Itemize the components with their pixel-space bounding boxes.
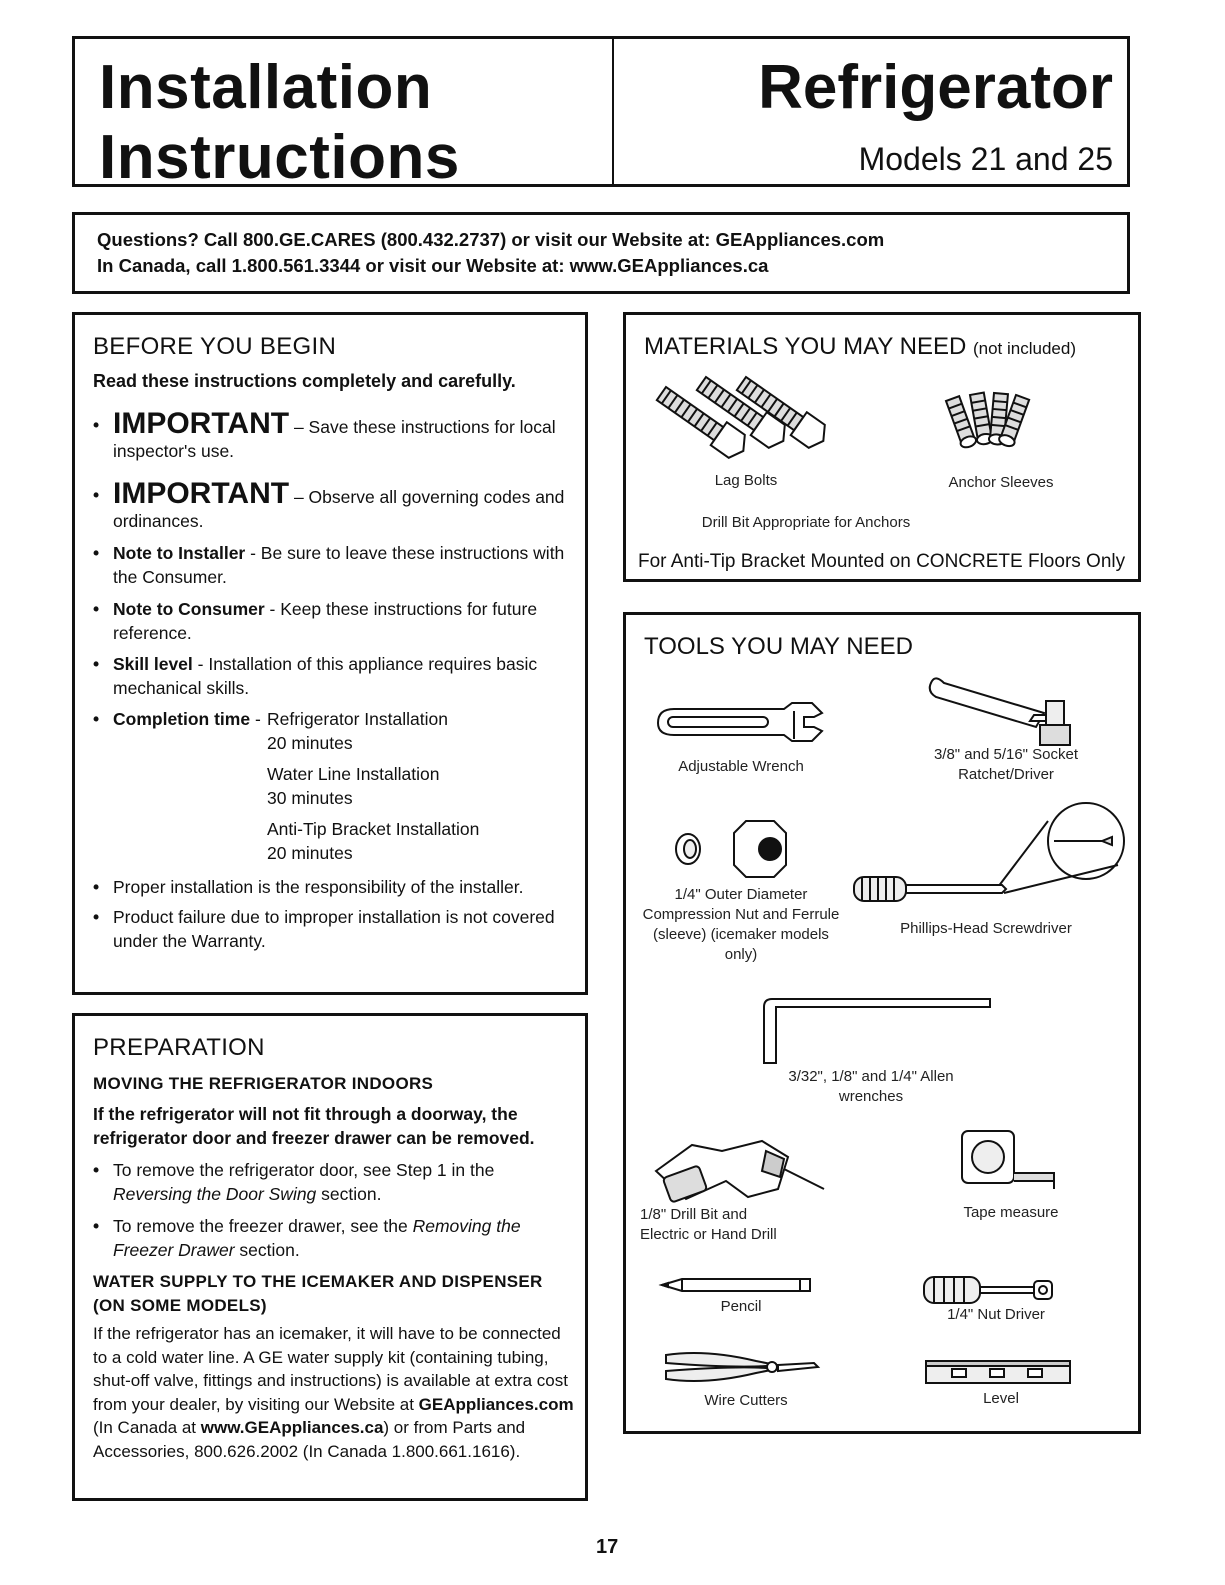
list-item-note-consumer: • Note to Consumer - Keep these instructions for future reference.: [93, 599, 538, 643]
list-item-important-2: • IMPORTANT – Observe all governing codes and ordinances.: [93, 477, 565, 531]
level-label: Level: [983, 1390, 1019, 1407]
socket-label-line1: 3/8" and 5/16" Socket: [933, 746, 1079, 763]
tape-measure-label: Tape measure: [963, 1204, 1059, 1221]
drill-label-line2: Electric or Hand Drill: [640, 1226, 777, 1243]
time-refrigerator: [267, 707, 448, 755]
wire-cutters-icon: [662, 1347, 822, 1387]
contact-us-line: Questions? Call 800.GE.CARES (800.432.2737) or visit our Website at: GEAppliances.com: [97, 229, 885, 250]
ge-canada-website-link[interactable]: www.GEAppliances.ca: [200, 1418, 384, 1437]
models-subtitle: Models 21 and 25: [858, 141, 1113, 177]
moving-intro: If the refrigerator will not fit through a doorway, the refrigerator door and freezer drawer can be removed.: [93, 1104, 535, 1148]
skill-label: Skill level: [113, 654, 193, 674]
preparation-section: [72, 1013, 588, 1501]
phillips-screwdriver-label: Phillips-Head Screwdriver: [900, 920, 1072, 937]
page-number: 17: [596, 1536, 619, 1558]
socket-ratchet-icon: [924, 675, 1094, 755]
list-item-product-failure: • Product failure due to improper installation is not covered under the Warranty.: [93, 905, 573, 953]
drawer-section-ref: Removing the Freezer Drawer: [113, 1216, 521, 1260]
water-text-3: ) or from Parts and Accessories, 800.626.2002 (In Canada 1.800.661.1616).: [93, 1418, 526, 1461]
drawer-text-end: section.: [234, 1240, 300, 1260]
completion-label: Completion time: [113, 709, 251, 729]
time-task: Water Line Installation: [267, 764, 440, 784]
socket-label-line2: Ratchet/Driver: [958, 766, 1054, 783]
materials-section: [623, 312, 1141, 582]
drawer-text: To remove the freezer drawer, see the: [113, 1216, 413, 1236]
time-task: Refrigerator Installation: [267, 709, 448, 729]
phillips-screwdriver-icon: [848, 795, 1128, 905]
allen-wrench-icon: [762, 997, 1002, 1067]
water-text-1: If the refrigerator has an icemaker, it will have to be connected to a cold water line. A GE water supply kit (containing tubing, shut-off valve, fittings and instructions) is available at extra cost from your dealer, by visiting our Website at: [93, 1324, 568, 1414]
time-anti-tip: [267, 817, 479, 865]
list-item-remove-door: • To remove the refrigerator door, see Step 1 in the Reversing the Door Swing section.: [93, 1160, 495, 1204]
time-duration: 30 minutes: [267, 788, 353, 808]
drill-label-line1: 1/8" Drill Bit and: [640, 1206, 748, 1223]
tape-measure-icon: [956, 1125, 1066, 1195]
product-title: Refrigerator: [758, 53, 1113, 122]
water-supply-heading: WATER SUPPLY TO THE ICEMAKER AND DISPENSER (ON SOME MODELS): [93, 1272, 543, 1315]
note-consumer-label: Note to Consumer: [113, 599, 265, 619]
proper-text: Proper installation is the responsibility of the installer.: [113, 877, 524, 897]
note-consumer-text: - Keep these instructions for future reference.: [113, 599, 538, 643]
completion-sep: -: [250, 709, 261, 729]
anchor-sleeves-label: Anchor Sleeves: [948, 474, 1054, 491]
nut-driver-icon: [920, 1273, 1060, 1307]
list-item-completion-time: • Completion time -: [93, 709, 261, 729]
important-text: – Save these instructions for local inspector's use.: [113, 417, 556, 461]
section-title: TOOLS YOU MAY NEED: [644, 633, 913, 660]
pencil-icon: [660, 1275, 820, 1295]
time-task: Anti-Tip Bracket Installation: [267, 819, 480, 839]
failure-text: Product failure due to improper installation is not covered under the Warranty.: [113, 907, 555, 951]
materials-title-note: (not included): [972, 339, 1076, 358]
contact-canada-line: In Canada, call 1.800.561.3344 or visit our Website at: www.GEAppliances.ca: [97, 255, 769, 276]
anchor-sleeves-icon: [936, 391, 1036, 471]
allen-label-line1: 3/32", 1/8" and 1/4" Allen: [788, 1068, 954, 1085]
note-installer-text: - Be sure to leave these instructions with the Consumer.: [113, 543, 565, 587]
important-text: – Observe all governing codes and ordinances.: [113, 487, 565, 531]
allen-wrench-label: [766, 1067, 976, 1107]
compression-nut-icon: [670, 819, 810, 879]
allen-label-line2: wrenches: [838, 1088, 904, 1105]
time-duration: 20 minutes: [267, 843, 353, 863]
before-you-begin-section: [72, 312, 588, 995]
list-item-proper-installation: • Proper installation is the responsibility of the installer.: [93, 875, 573, 899]
adjustable-wrench-icon: [654, 701, 834, 751]
compression-nut-label: 1/4" Outer Diameter Compression Nut and Ferrule (sleeve) (icemaker models only): [642, 886, 840, 963]
time-water-line: [267, 762, 440, 810]
important-label: IMPORTANT: [113, 407, 290, 440]
wire-cutters-label: Wire Cutters: [704, 1392, 788, 1409]
header-product-box: [612, 36, 1130, 187]
header-title-box: [72, 36, 612, 192]
time-duration: 20 minutes: [267, 733, 353, 753]
tools-section: [623, 612, 1141, 1434]
water-supply-text: [93, 1322, 578, 1463]
list-item-remove-drawer: • To remove the freezer drawer, see the Removing the Freezer Drawer section.: [93, 1216, 521, 1260]
section-title: BEFORE YOU BEGIN: [93, 333, 337, 360]
list-item-important-1: • IMPORTANT – Save these instructions for local inspector's use.: [93, 407, 556, 461]
adjustable-wrench-label: Adjustable Wrench: [678, 758, 804, 775]
drill-label: [640, 1205, 800, 1245]
drill-bit-label: Drill Bit Appropriate for Anchors: [701, 514, 911, 531]
contact-box: [72, 212, 1130, 294]
moving-heading: MOVING THE REFRIGERATOR INDOORS: [93, 1074, 434, 1093]
ge-website-link[interactable]: GEAppliances.com: [418, 1394, 574, 1414]
level-icon: [924, 1357, 1074, 1387]
skill-text: - Installation of this appliance requires basic mechanical skills.: [113, 654, 538, 698]
list-item-note-installer: • Note to Installer - Be sure to leave these instructions with the Consumer.: [93, 543, 565, 587]
title-line-2: Instructions: [99, 123, 460, 192]
lag-bolts-label: Lag Bolts: [714, 472, 778, 489]
section-title: PREPARATION: [93, 1034, 265, 1061]
nut-driver-label: 1/4" Nut Driver: [947, 1306, 1045, 1323]
materials-title-text: MATERIALS YOU MAY NEED: [644, 333, 967, 360]
door-section-ref: Reversing the Door Swing: [113, 1184, 317, 1204]
section-title: [644, 333, 1076, 361]
list-item-skill-level: • Skill level - Installation of this appliance requires basic mechanical skills.: [93, 654, 538, 698]
lag-bolts-icon: [646, 377, 846, 477]
water-text-2: (In Canada at: [93, 1418, 201, 1437]
door-text-end: section.: [316, 1184, 382, 1204]
socket-ratchet-label: [916, 745, 1096, 785]
important-label: IMPORTANT: [113, 477, 290, 510]
note-installer-label: Note to Installer: [113, 543, 246, 563]
section-intro: Read these instructions completely and carefully.: [93, 371, 516, 391]
door-text: To remove the refrigerator door, see Step 1 in the: [113, 1160, 495, 1180]
drill-icon: [646, 1121, 836, 1207]
title-line-1: Installation: [99, 53, 433, 122]
pencil-label: Pencil: [720, 1298, 762, 1315]
materials-footer: For Anti-Tip Bracket Mounted on CONCRETE Floors Only: [638, 551, 1126, 572]
